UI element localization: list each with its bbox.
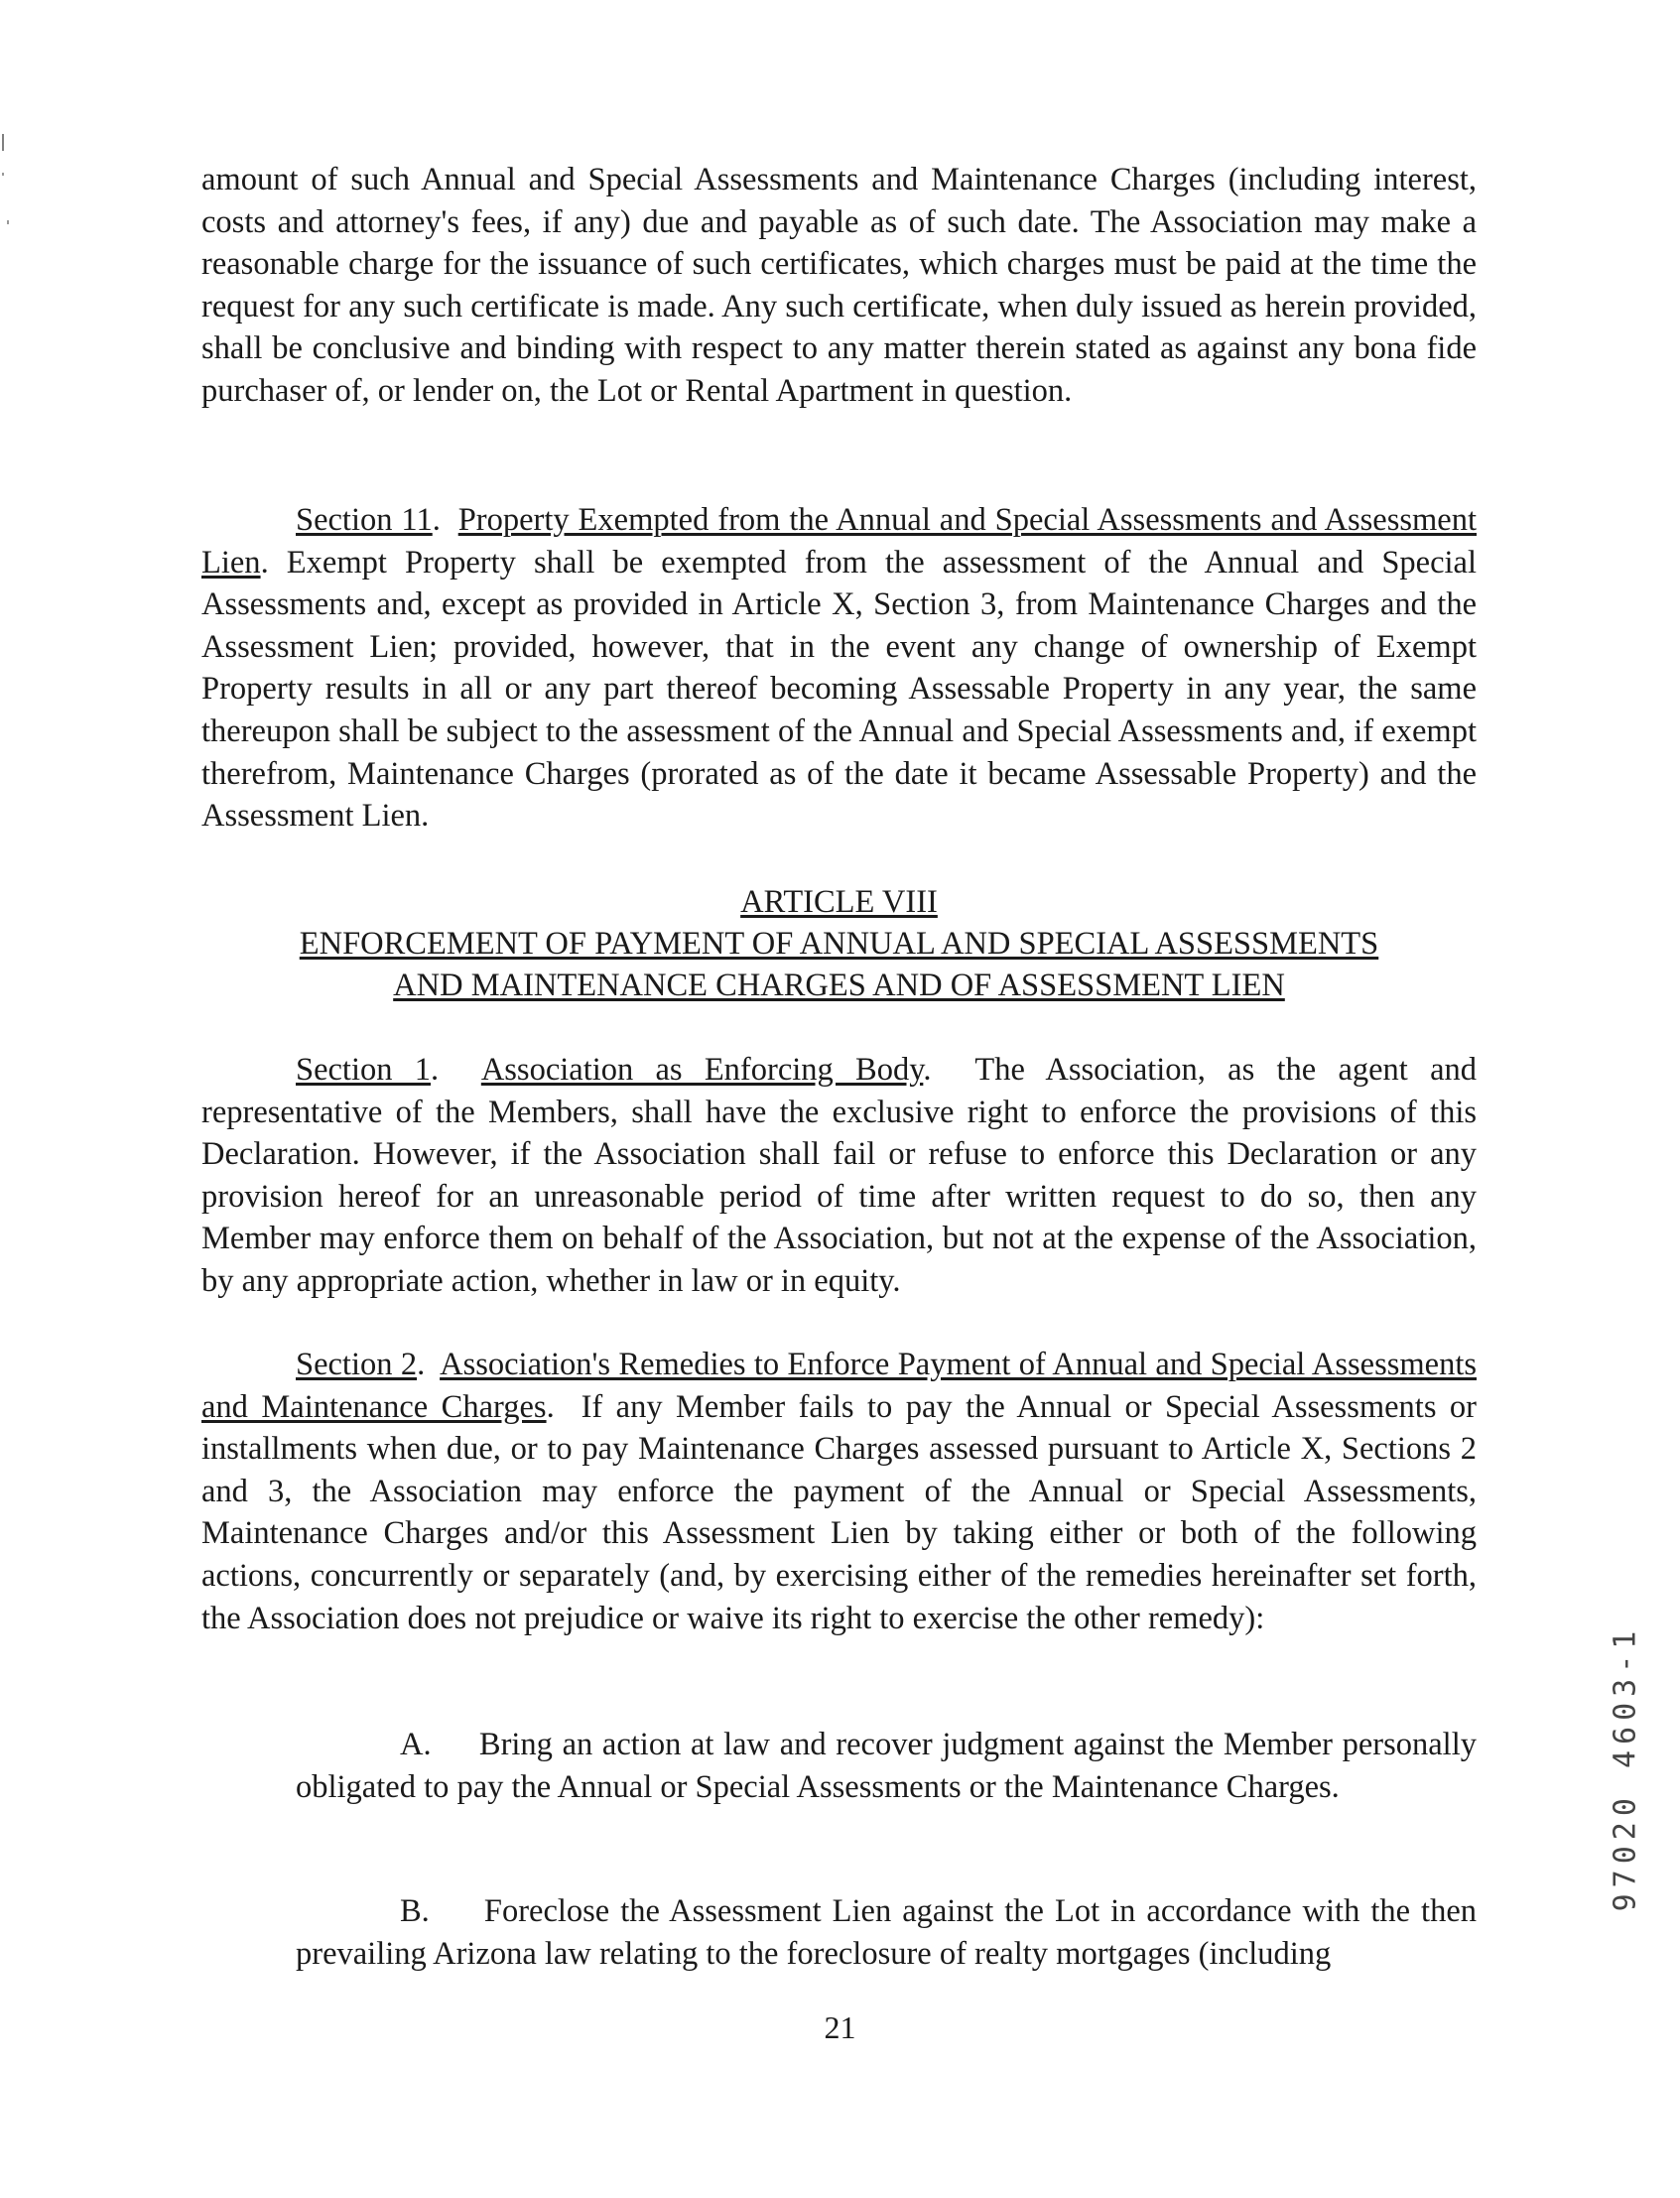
section-1 [201,1049,1477,1303]
remedy-letter: B. [400,1893,430,1929]
continuation-paragraph [201,159,1477,413]
remedy-a-paragraph [296,1724,1477,1808]
remedy-b-paragraph [296,1890,1477,1975]
section-2-paragraph: Section 2. Association's Remedies to Enforce Payment of Annual and Special Assessments and Maintenance Charges. If any Member fails to pay the Annual or Special Assessments or installments when due, or to pay Maintenance Charges assessed pursuant to Article X, Sections 2 and 3, the Association may enforce the payment of the Annual or Special Assessments, Maintenance Charges and/or this Assessment Lien by taking either or both of the following actions, concurrently or separately (and, by exercising either of the remedies hereinafter set forth, the Association does not prejudice or waive its right to exercise the other remedy): [201,1347,1478,1636]
section-1-title: Association as Enforcing Body [480,1052,924,1088]
section-2-body: If any Member fails to pay the Annual or Special Assessments or installments when due, or to pay Maintenance Charges assessed pursuant to Article X, Sections 2 and 3, the Association may enforce the payment of the Annual or Special Assessments, Maintenance Charges and/or this Assessment Lien by taking either or both of the following actions, concurrently or separately (and, by exercising either of the remedies hereinafter set forth, the Association does not prejudice or waive its right to exercise the other remedy): [201,1388,1478,1636]
article-heading [201,881,1477,1006]
recording-stamp [1606,1583,1645,1955]
remedy-letter: A. [400,1727,432,1762]
remedy-text: Bring an action at law and recover judgment against the Member personally obligated to pay the Annual or Special Assessments or the Maintenance Charges. [296,1727,1477,1805]
article-title-line-1: ENFORCEMENT OF PAYMENT OF ANNUAL AND SPECIAL ASSESSMENTS [299,926,1379,962]
article-number: ARTICLE VIII [740,884,938,920]
scan-margin-marks [0,129,20,228]
section-2-title: Association's Remedies to Enforce Payment of Annual and Special Assessments and Maintenance Charges [201,1347,1477,1425]
recording-stamp-text: 97020 4603-1 [1608,1624,1643,1912]
section-1-body: The Association, as the agent and representative of the Members, shall have the exclusive right to enforce the provisions of this Declaration. However, if the Association shall fail or refuse to enforce this Declaration or any provision hereof for an unreasonable period of time after written request to do so, then any Member may enforce them on behalf of the Association, but not at the expense of the Association, by any appropriate action, whether in law or in equity. [201,1052,1477,1299]
section-11-number: Section 11 [296,502,433,538]
section-2-number: Section 2 [296,1347,418,1382]
continuation-text: amount of such Annual and Special Assessments and Maintenance Charges (including interest, costs and attorney's fees, if any) due and payable as of such date. The Association may make a reasonable charge for the issuance of such certificates, which charges must be paid at the time the request for any such certificate is made. Any such certificate, when duly issued as herein provided, shall be conclusive and binding with respect to any matter therein stated as against any bona fide purchaser of, or lender on, the Lot or Rental Apartment in question. [201,162,1477,409]
remedy-item [296,1890,1477,1975]
section-2 [201,1344,1477,1639]
section-11-paragraph: Section 11. Property Exempted from the Annual and Special Assessments and Assessment Lien. Exempt Property shall be exempted from the assessment of the Annual and Special Assessments and, except as provided in Article X, Section 3, from Maintenance Charges and the Assessment Lien; provided, however, that in the event any change of ownership of Exempt Property results in all or any part thereof becoming Assessable Property in any year, the same thereupon shall be subject to the assessment of the Annual and Special Assessments and, if exempt therefrom, Maintenance Charges (prorated as of the date it became Assessable Property) and the Assessment Lien. [201,502,1478,835]
page-number: 21 [824,2009,856,2045]
section-1-number: Section 1 [296,1052,431,1088]
remedy-item [296,1724,1477,1808]
section-11-body: Exempt Property shall be exempted from the assessment of the Annual and Special Assessments and, except as provided in Article X, Section 3, from Maintenance Charges and the Assessment Lien; provided, however, that in the event any change of ownership of Exempt Property results in all or any part thereof becoming Assessable Property in any year, the same thereupon shall be subject to the assessment of the Annual and Special Assessments and, if exempt therefrom, Maintenance Charges (prorated as of the date it became Assessable Property) and the Assessment Lien. [201,544,1478,835]
remedy-text: Foreclose the Assessment Lien against the Lot in accordance with the then prevailing Arizona law relating to the foreclosure of realty mortgages (including [296,1893,1478,1972]
section-11-title: Property Exempted from the Annual and Special Assessments and Assessment Lien [201,502,1478,581]
section-11 [201,499,1477,838]
section-1-paragraph: Section 1. Association as Enforcing Body. The Association, as the agent and representative of the Members, shall have the exclusive right to enforce the provisions of this Declaration. However, if the Association shall fail or refuse to enforce this Declaration or any provision hereof for an unreasonable period of time after written request to do so, then any Member may enforce them on behalf of the Association, but not at the expense of the Association, by any appropriate action, whether in law or in equity. [201,1052,1477,1299]
article-title-line-2: AND MAINTENANCE CHARGES AND OF ASSESSMENT LIEN [393,968,1285,1003]
